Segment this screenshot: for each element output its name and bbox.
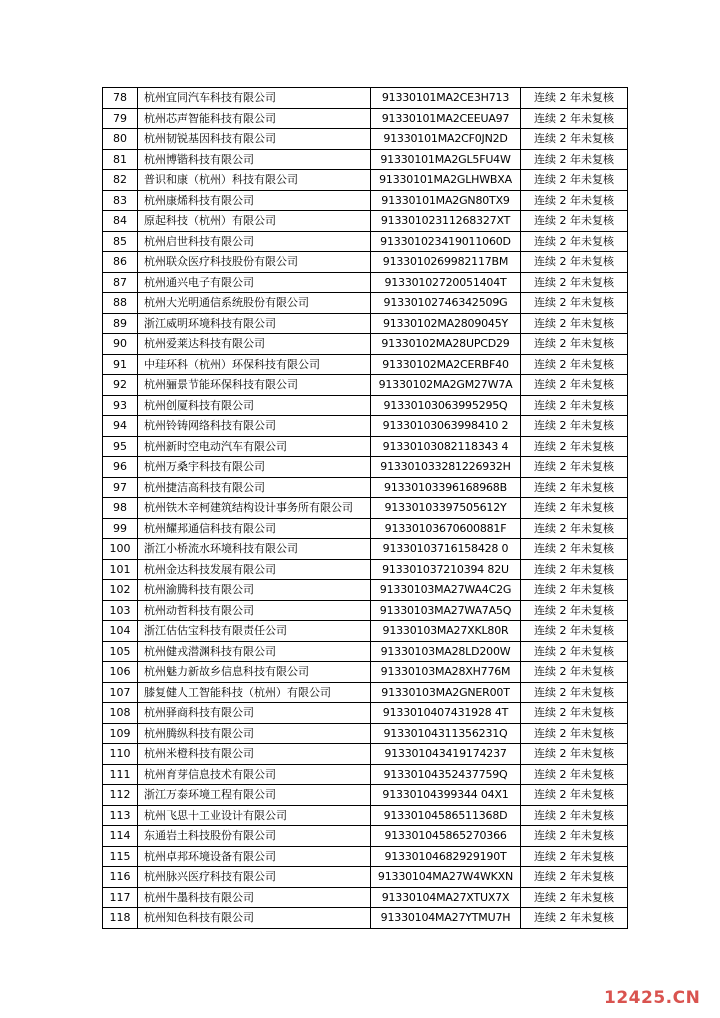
credit-code: 913301037210394 82U [371,559,521,580]
review-status: 连续 2 年未复核 [521,108,628,129]
company-name: 杭州驿商科技有限公司 [138,703,371,724]
review-status: 连续 2 年未复核 [521,190,628,211]
row-number: 105 [103,641,138,662]
review-status: 连续 2 年未复核 [521,375,628,396]
company-name: 浙江万泰环境工程有限公司 [138,785,371,806]
review-status: 连续 2 年未复核 [521,785,628,806]
row-number: 109 [103,723,138,744]
review-status: 连续 2 年未复核 [521,744,628,765]
row-number: 100 [103,539,138,560]
credit-code: 91330103670600881F [371,518,521,539]
row-number: 101 [103,559,138,580]
row-number: 95 [103,436,138,457]
credit-code: 91330104MA27YTMU7H [371,908,521,929]
credit-code: 91330103MA28LD200W [371,641,521,662]
row-number: 88 [103,293,138,314]
row-number: 108 [103,703,138,724]
table-row [103,457,628,478]
row-number: 106 [103,662,138,683]
credit-code: 91330103MA27WA4C2G [371,580,521,601]
table-row [103,436,628,457]
credit-code: 91330103MA27XKL80R [371,621,521,642]
review-status: 连续 2 年未复核 [521,354,628,375]
company-name: 杭州动哲科技有限公司 [138,600,371,621]
row-number: 115 [103,846,138,867]
row-number: 102 [103,580,138,601]
row-number: 85 [103,231,138,252]
review-status: 连续 2 年未复核 [521,539,628,560]
company-name: 中珪环科（杭州）环保科技有限公司 [138,354,371,375]
company-name: 杭州米橙科技有限公司 [138,744,371,765]
credit-code: 91330104MA27W4WKXN [371,867,521,888]
row-number: 98 [103,498,138,519]
table-row [103,170,628,191]
credit-code: 91330104682929190T [371,846,521,867]
table-row [103,764,628,785]
table-row [103,334,628,355]
review-status: 连续 2 年未复核 [521,252,628,273]
credit-code: 91330102720051404T [371,272,521,293]
review-status: 连续 2 年未复核 [521,703,628,724]
table-row [103,867,628,888]
table-row [103,600,628,621]
row-number: 78 [103,88,138,109]
table-row [103,498,628,519]
row-number: 81 [103,149,138,170]
table-body [103,88,628,929]
table-row [103,846,628,867]
row-number: 80 [103,129,138,150]
table-row [103,621,628,642]
credit-code: 91330104352437759Q [371,764,521,785]
review-status: 连续 2 年未复核 [521,88,628,109]
table-row [103,395,628,416]
credit-code: 91330103063998410 2 [371,416,521,437]
review-status: 连续 2 年未复核 [521,313,628,334]
row-number: 89 [103,313,138,334]
row-number: 97 [103,477,138,498]
table-row [103,887,628,908]
review-status: 连续 2 年未复核 [521,498,628,519]
company-name: 东通岩土科技股份有限公司 [138,826,371,847]
table-row [103,682,628,703]
review-status: 连续 2 年未复核 [521,867,628,888]
company-name: 杭州耀邦通信科技有限公司 [138,518,371,539]
table-row [103,518,628,539]
credit-code: 913301033281226932H [371,457,521,478]
credit-code: 91330102MA2GM27W7A [371,375,521,396]
company-name: 杭州启世科技有限公司 [138,231,371,252]
company-name: 杭州腾纵科技有限公司 [138,723,371,744]
company-name: 杭州芯声智能科技有限公司 [138,108,371,129]
review-status: 连续 2 年未复核 [521,764,628,785]
credit-code: 91330102MA2CERBF40 [371,354,521,375]
table-row [103,785,628,806]
table-row [103,641,628,662]
row-number: 82 [103,170,138,191]
company-name: 浙江威明环境科技有限公司 [138,313,371,334]
row-number: 116 [103,867,138,888]
company-name: 浙江小桥流水环境科技有限公司 [138,539,371,560]
company-name: 杭州新时空电动汽车有限公司 [138,436,371,457]
company-name: 杭州魅力新故乡信息科技有限公司 [138,662,371,683]
credit-code: 913301045865270366 [371,826,521,847]
row-number: 94 [103,416,138,437]
company-name: 杭州博锴科技有限公司 [138,149,371,170]
review-status: 连续 2 年未复核 [521,129,628,150]
review-status: 连续 2 年未复核 [521,826,628,847]
table-row [103,375,628,396]
table-row [103,211,628,232]
table-row [103,908,628,929]
company-name: 杭州宜同汽车科技有限公司 [138,88,371,109]
company-name: 杭州大光明通信系统股份有限公司 [138,293,371,314]
table-row [103,477,628,498]
credit-code: 91330103063995295Q [371,395,521,416]
table-row [103,723,628,744]
table-row [103,354,628,375]
credit-code: 91330103716158428 0 [371,539,521,560]
table-row [103,703,628,724]
row-number: 84 [103,211,138,232]
credit-code: 91330104586511368D [371,805,521,826]
review-status: 连续 2 年未复核 [521,908,628,929]
review-status: 连续 2 年未复核 [521,477,628,498]
table-row [103,416,628,437]
table-row [103,826,628,847]
review-status: 连续 2 年未复核 [521,334,628,355]
table-row [103,313,628,334]
row-number: 99 [103,518,138,539]
company-name: 普识和康（杭州）科技有限公司 [138,170,371,191]
company-name: 杭州铁木辛柯建筑结构设计事务所有限公司 [138,498,371,519]
row-number: 103 [103,600,138,621]
table-row [103,805,628,826]
review-status: 连续 2 年未复核 [521,518,628,539]
credit-code: 913301043419174237 [371,744,521,765]
credit-code: 91330103MA28XH776M [371,662,521,683]
table-row [103,293,628,314]
company-name: 杭州健戎潜渊科技有限公司 [138,641,371,662]
site-watermark: 12425.CN [604,988,701,1008]
review-status: 连续 2 年未复核 [521,641,628,662]
table-row [103,580,628,601]
company-name: 杭州金达科技发展有限公司 [138,559,371,580]
credit-code: 91330102311268327XT [371,211,521,232]
credit-code: 91330103082118343 4 [371,436,521,457]
credit-code: 91330102MA2809045Y [371,313,521,334]
row-number: 117 [103,887,138,908]
credit-code: 91330102MA28UPCD29 [371,334,521,355]
credit-code: 91330103MA27WA7A5Q [371,600,521,621]
credit-code: 91330101MA2GL5FU4W [371,149,521,170]
table-row [103,231,628,252]
credit-code: 91330101MA2CE3H713 [371,88,521,109]
review-status: 连续 2 年未复核 [521,170,628,191]
row-number: 93 [103,395,138,416]
company-name: 杭州韧锐基因科技有限公司 [138,129,371,150]
credit-code: 913301023419011060D [371,231,521,252]
review-status: 连续 2 年未复核 [521,846,628,867]
table-row [103,108,628,129]
credit-code: 91330104311356231Q [371,723,521,744]
company-list-table [102,87,628,929]
company-name: 杭州万桑宇科技有限公司 [138,457,371,478]
table-row [103,129,628,150]
review-status: 连续 2 年未复核 [521,457,628,478]
company-name: 杭州飞思十工业设计有限公司 [138,805,371,826]
company-name: 杭州爱莱达科技有限公司 [138,334,371,355]
row-number: 111 [103,764,138,785]
company-name: 杭州知色科技有限公司 [138,908,371,929]
table-row [103,190,628,211]
credit-code: 91330103397505612Y [371,498,521,519]
company-name: 膝复健人工智能科技（杭州）有限公司 [138,682,371,703]
review-status: 连续 2 年未复核 [521,231,628,252]
company-name: 杭州渝腾科技有限公司 [138,580,371,601]
table-row [103,252,628,273]
row-number: 90 [103,334,138,355]
row-number: 86 [103,252,138,273]
row-number: 92 [103,375,138,396]
review-status: 连续 2 年未复核 [521,436,628,457]
row-number: 110 [103,744,138,765]
company-name: 杭州联众医疗科技股份有限公司 [138,252,371,273]
company-name: 原起科技（杭州）有限公司 [138,211,371,232]
row-number: 104 [103,621,138,642]
table-row [103,88,628,109]
credit-code: 9133010269982117BM [371,252,521,273]
row-number: 107 [103,682,138,703]
credit-code: 91330104399344 04X1 [371,785,521,806]
credit-code: 91330101MA2GLHWBXA [371,170,521,191]
review-status: 连续 2 年未复核 [521,293,628,314]
row-number: 91 [103,354,138,375]
credit-code: 91330104MA27XTUX7X [371,887,521,908]
row-number: 114 [103,826,138,847]
company-name: 杭州康烯科技有限公司 [138,190,371,211]
review-status: 连续 2 年未复核 [521,621,628,642]
review-status: 连续 2 年未复核 [521,211,628,232]
credit-code: 91330101MA2CEEUA97 [371,108,521,129]
credit-code: 91330103MA2GNER00T [371,682,521,703]
review-status: 连续 2 年未复核 [521,682,628,703]
table-row [103,662,628,683]
credit-code: 91330101MA2CF0JN2D [371,129,521,150]
company-name: 杭州牛墨科技有限公司 [138,887,371,908]
table-row [103,744,628,765]
company-name: 杭州育芽信息技术有限公司 [138,764,371,785]
table-row [103,149,628,170]
review-status: 连续 2 年未复核 [521,805,628,826]
table-row [103,559,628,580]
row-number: 83 [103,190,138,211]
review-status: 连续 2 年未复核 [521,887,628,908]
row-number: 96 [103,457,138,478]
company-name: 杭州铃铸网络科技有限公司 [138,416,371,437]
company-name: 杭州捷洁高科技有限公司 [138,477,371,498]
review-status: 连续 2 年未复核 [521,662,628,683]
company-name: 浙江估估宝科技有限责任公司 [138,621,371,642]
company-name: 杭州卓邦环境设备有限公司 [138,846,371,867]
review-status: 连续 2 年未复核 [521,395,628,416]
review-status: 连续 2 年未复核 [521,580,628,601]
review-status: 连续 2 年未复核 [521,272,628,293]
credit-code: 91330103396168968B [371,477,521,498]
row-number: 112 [103,785,138,806]
review-status: 连续 2 年未复核 [521,149,628,170]
credit-code: 91330102746342509G [371,293,521,314]
table-row [103,539,628,560]
row-number: 87 [103,272,138,293]
review-status: 连续 2 年未复核 [521,600,628,621]
review-status: 连续 2 年未复核 [521,559,628,580]
credit-code: 91330101MA2GN80TX9 [371,190,521,211]
company-name: 杭州骊景节能环保科技有限公司 [138,375,371,396]
company-name: 杭州创厦科技有限公司 [138,395,371,416]
row-number: 118 [103,908,138,929]
row-number: 79 [103,108,138,129]
row-number: 113 [103,805,138,826]
credit-code: 9133010407431928 4T [371,703,521,724]
review-status: 连续 2 年未复核 [521,416,628,437]
company-name: 杭州脉兴医疗科技有限公司 [138,867,371,888]
review-status: 连续 2 年未复核 [521,723,628,744]
table-row [103,272,628,293]
company-name: 杭州通兴电子有限公司 [138,272,371,293]
